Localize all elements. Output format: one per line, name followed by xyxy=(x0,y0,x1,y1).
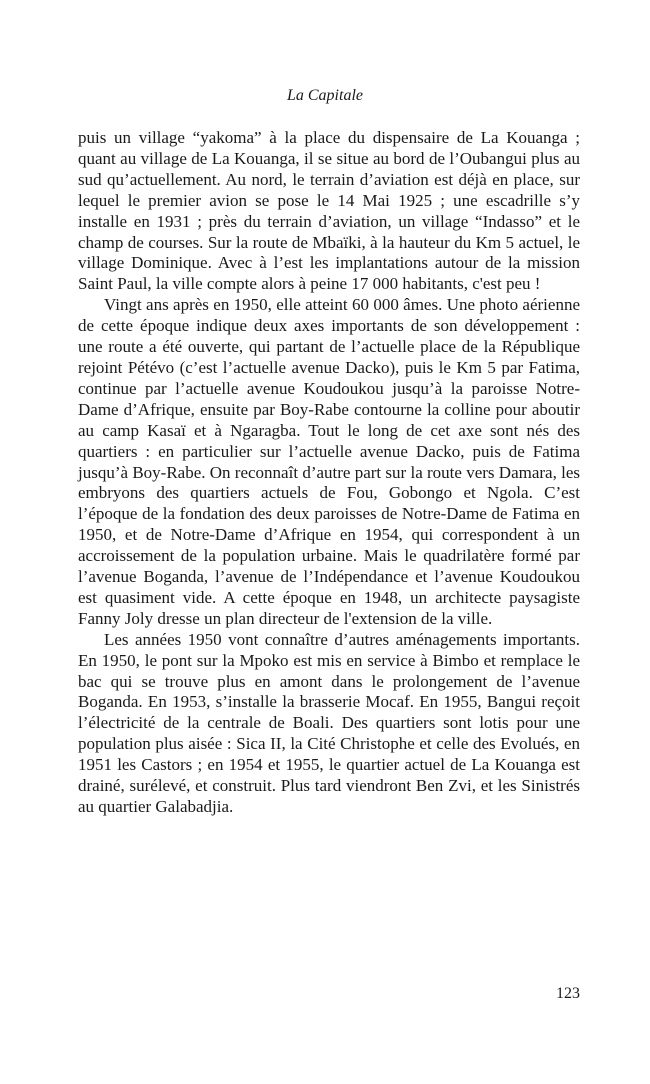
paragraph-2: Vingt ans après en 1950, elle atteint 60 000 âmes. Une photo aérienne de cette époque indique deux axes importants de son développement : une route a été ouverte, qui partant de l’actuelle place de la République rejoint Pétévo (c’est l’actuelle avenue Dacko), puis le Km 5 par Fatima, continue par l’actuelle avenue Koudoukou jusqu’à la paroisse Notre-Dame d’Afrique, ensuite par Boy-Rabe contourne la colline pour aboutir au camp Kasaï et à Ngaragba. Tout le long de cet axe sont nés des quartiers : en particulier sur l’actuelle avenue Dacko, puis de Fatima jusqu’à Boy-Rabe. On reconnaît d’autre part sur la route vers Damara, les embryons des quartiers actuels de Fou, Gobongo et Ngola. C’est l’époque de la fondation des deux paroisses de Notre-Dame de Fatima en 1950, et de Notre-Dame d’Afrique en 1954, qui correspondent à un accroissement de la population urbaine. Mais le quadrilatère formé par l’avenue Boganda, l’avenue de l’Indépendance et l’avenue Koudoukou est quasiment vide. A cette époque en 1948, un architecte paysagiste Fanny Joly dresse un plan directeur de l'extension de la ville. xyxy=(78,295,580,628)
running-head: La Capitale xyxy=(286,87,363,104)
paragraph-3: Les années 1950 vont connaître d’autres aménagements importants. En 1950, le pont sur la Mpoko est mis en service à Bimbo et remplace le bac qui se trouve plus en amont dans le prolongement de l’avenue Boganda. En 1953, s’installe la brasserie Mocaf. En 1955, Bangui reçoit l’électricité de la centrale de Boali. Des quartiers sont lotis pour une population plus aisée : Sica II, la Cité Christophe et celle des Evolués, en 1951 les Castors ; en 1954 et 1955, le quartier actuel de La Kouanga est drainé, surélevé, et construit. Plus tard viendront Ben Zvi, et les Sinistrés au quartier Galabadjia. xyxy=(78,629,580,816)
paragraph-1: puis un village “yakoma” à la place du dispensaire de La Kouanga ; quant au village de La Kouanga, il se situe au bord de l’Oubangui plus au sud qu’actuellement. Au nord, le terrain d’aviation est déjà en place, sur lequel le premier avion se pose le 14 Mai 1925 ; une escadrille s’y installe en 1931 ; près du terrain d’aviation, un village “Indasso” et le champ de courses. Sur la route de Mbaïki, à la hauteur du Km 5 actuel, le village Dominique. Avec à l’est les implantations autour de la mission Saint Paul, la ville compte alors à peine 17 000 habitants, c'est peu ! xyxy=(78,128,580,294)
main-text xyxy=(78,128,580,818)
page-number: 123 xyxy=(556,985,580,1002)
